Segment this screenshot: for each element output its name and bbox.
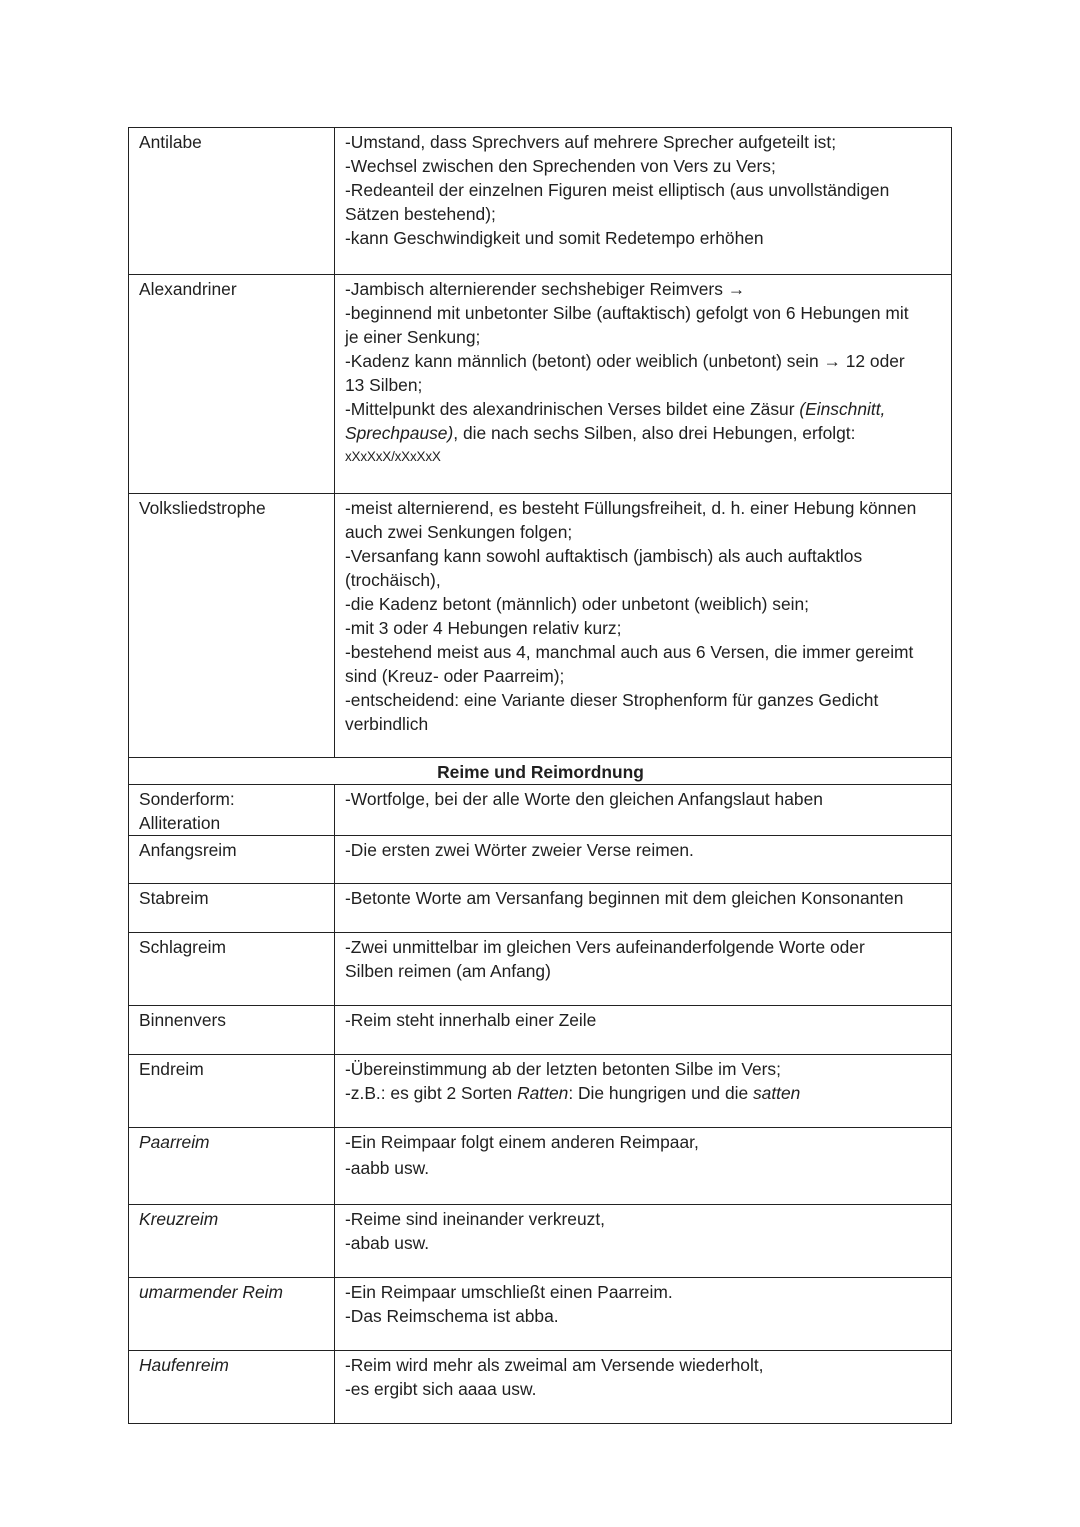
definition-line: -Zwei unmittelbar im gleichen Vers aufeinanderfolgende Worte oder — [345, 937, 865, 957]
meter-notation: xXxXxX/xXxXxX — [345, 449, 441, 464]
definition-line: je einer Senkung; — [345, 327, 481, 347]
term-label: Stabreim — [139, 888, 209, 908]
term-label: Haufenreim — [139, 1355, 229, 1375]
definition-cell — [335, 275, 952, 494]
term-label: Paarreim — [139, 1132, 210, 1152]
term-cell — [129, 933, 335, 1006]
definition-line: Silben reimen (am Anfang) — [345, 961, 551, 981]
term-cell — [129, 128, 335, 275]
definition-cell — [335, 1006, 952, 1055]
definition-line: -aabb usw. — [345, 1158, 430, 1178]
definition-line: -Übereinstimmung ab der letzten betonten Silbe im Vers; — [345, 1059, 781, 1079]
definition-line: -Reim steht innerhalb einer Zeile — [345, 1010, 597, 1030]
definition-line: -kann Geschwindigkeit und somit Redetempo erhöhen — [345, 228, 764, 248]
definition-line: -Umstand, dass Sprechvers auf mehrere Sprecher aufgeteilt ist; — [345, 132, 837, 152]
definition-cell — [335, 884, 952, 933]
text-fragment: , die nach sechs Silben, also drei Hebungen, erfolgt: — [453, 423, 856, 443]
definition-line: -meist alternierend, es besteht Füllungsfreiheit, d. h. einer Hebung können — [345, 498, 917, 518]
table-row — [129, 785, 952, 836]
table-row — [129, 884, 952, 933]
definition-line: Sätzen bestehend); — [345, 204, 496, 224]
term-cell — [129, 1128, 335, 1205]
definition-line: -Jambisch alternierender sechshebiger Reimvers → — [345, 279, 746, 299]
table-row — [129, 933, 952, 1006]
definition-line: 13 Silben; — [345, 375, 423, 395]
definition-cell — [335, 1128, 952, 1205]
table-row — [129, 1205, 952, 1278]
term-label: Schlagreim — [139, 937, 226, 957]
term-cell — [129, 1006, 335, 1055]
term-cell — [129, 1055, 335, 1128]
definition-line: -Ein Reimpaar folgt einem anderen Reimpaar, — [345, 1132, 699, 1152]
table-row — [129, 1351, 952, 1424]
term-label: Alexandriner — [139, 279, 237, 299]
section-heading: Reime und Reimordnung — [129, 758, 952, 785]
term-cell — [129, 1278, 335, 1351]
definition-line — [345, 397, 942, 421]
definition-line: -die Kadenz betont (männlich) oder unbetont (weiblich) sein; — [345, 594, 810, 614]
definition-line: auch zwei Senkungen folgen; — [345, 522, 573, 542]
definition-line: -es ergibt sich aaaa usw. — [345, 1379, 537, 1399]
term-label: Sonderform: — [139, 789, 235, 809]
table-row — [129, 1055, 952, 1128]
table-row — [129, 275, 952, 494]
definition-line: -abab usw. — [345, 1233, 430, 1253]
term-label: Volksliedstrophe — [139, 498, 266, 518]
definition-cell — [335, 494, 952, 758]
definition-cell — [335, 933, 952, 1006]
term-cell — [129, 494, 335, 758]
term-cell — [129, 884, 335, 933]
definition-line: sind (Kreuz- oder Paarreim); — [345, 666, 565, 686]
definition-cell — [335, 785, 952, 836]
definition-line: -Das Reimschema ist abba. — [345, 1306, 559, 1326]
term-label: Binnenvers — [139, 1010, 227, 1030]
italic-fragment: Ratten — [517, 1083, 569, 1103]
table-row — [129, 128, 952, 275]
term-cell — [129, 275, 335, 494]
term-cell — [129, 836, 335, 884]
definition-line: -Ein Reimpaar umschließt einen Paarreim. — [345, 1282, 673, 1302]
term-label: umarmender Reim — [139, 1282, 283, 1302]
term-label: Anfangsreim — [139, 840, 237, 860]
definition-line — [345, 421, 942, 445]
italic-fragment: (Einschnitt, — [799, 399, 886, 419]
definition-line: -Die ersten zwei Wörter zweier Verse reimen. — [345, 840, 694, 860]
definition-cell — [335, 1055, 952, 1128]
term-label: Antilabe — [139, 132, 202, 152]
term-label: Endreim — [139, 1059, 204, 1079]
term-label: Alliteration — [139, 813, 221, 833]
table-row — [129, 1006, 952, 1055]
definition-line: -mit 3 oder 4 Hebungen relativ kurz; — [345, 618, 622, 638]
definition-line: -Redeanteil der einzelnen Figuren meist elliptisch (aus unvollständigen — [345, 180, 890, 200]
definition-line: verbindlich — [345, 714, 429, 734]
definition-line: -Reime sind ineinander verkreuzt, — [345, 1209, 606, 1229]
definition-line: -Betonte Worte am Versanfang beginnen mit dem gleichen Konsonanten — [345, 888, 904, 908]
table-row — [129, 836, 952, 884]
definition-line: -Kadenz kann männlich (betont) oder weiblich (unbetont) sein → 12 oder — [345, 351, 905, 371]
definition-cell — [335, 1205, 952, 1278]
definition-cell — [335, 1351, 952, 1424]
text-fragment: : Die hungrigen und die — [568, 1083, 753, 1103]
definition-line: -Reim wird mehr als zweimal am Versende wiederholt, — [345, 1355, 764, 1375]
definition-line: (trochäisch), — [345, 570, 441, 590]
table-row — [129, 1278, 952, 1351]
definition-line: -Wortfolge, bei der alle Worte den gleichen Anfangslaut haben — [345, 789, 823, 809]
glossary-table — [128, 127, 952, 1424]
text-fragment: -Mittelpunkt des alexandrinischen Verses bildet eine Zäsur — [345, 399, 800, 419]
italic-fragment: Sprechpause) — [345, 423, 454, 443]
definition-line — [345, 1081, 942, 1105]
definition-line: -Wechsel zwischen den Sprechenden von Vers zu Vers; — [345, 156, 776, 176]
term-cell — [129, 1205, 335, 1278]
definition-cell — [335, 1278, 952, 1351]
term-label: Kreuzreim — [139, 1209, 219, 1229]
definition-cell — [335, 128, 952, 275]
table-row — [129, 1128, 952, 1205]
definition-line: -beginnend mit unbetonter Silbe (auftaktisch) gefolgt von 6 Hebungen mit — [345, 303, 909, 323]
section-heading-row — [129, 758, 952, 785]
definition-line: -bestehend meist aus 4, manchmal auch aus 6 Versen, die immer gereimt — [345, 642, 914, 662]
definition-line: -entscheidend: eine Variante dieser Strophenform für ganzes Gedicht — [345, 690, 879, 710]
italic-fragment: satten — [752, 1083, 801, 1103]
term-cell — [129, 1351, 335, 1424]
definition-line: -Versanfang kann sowohl auftaktisch (jambisch) als auch auftaktlos — [345, 546, 863, 566]
term-cell — [129, 785, 335, 836]
table-row — [129, 494, 952, 758]
definition-cell — [335, 836, 952, 884]
text-fragment: -z.B.: es gibt 2 Sorten — [345, 1083, 518, 1103]
